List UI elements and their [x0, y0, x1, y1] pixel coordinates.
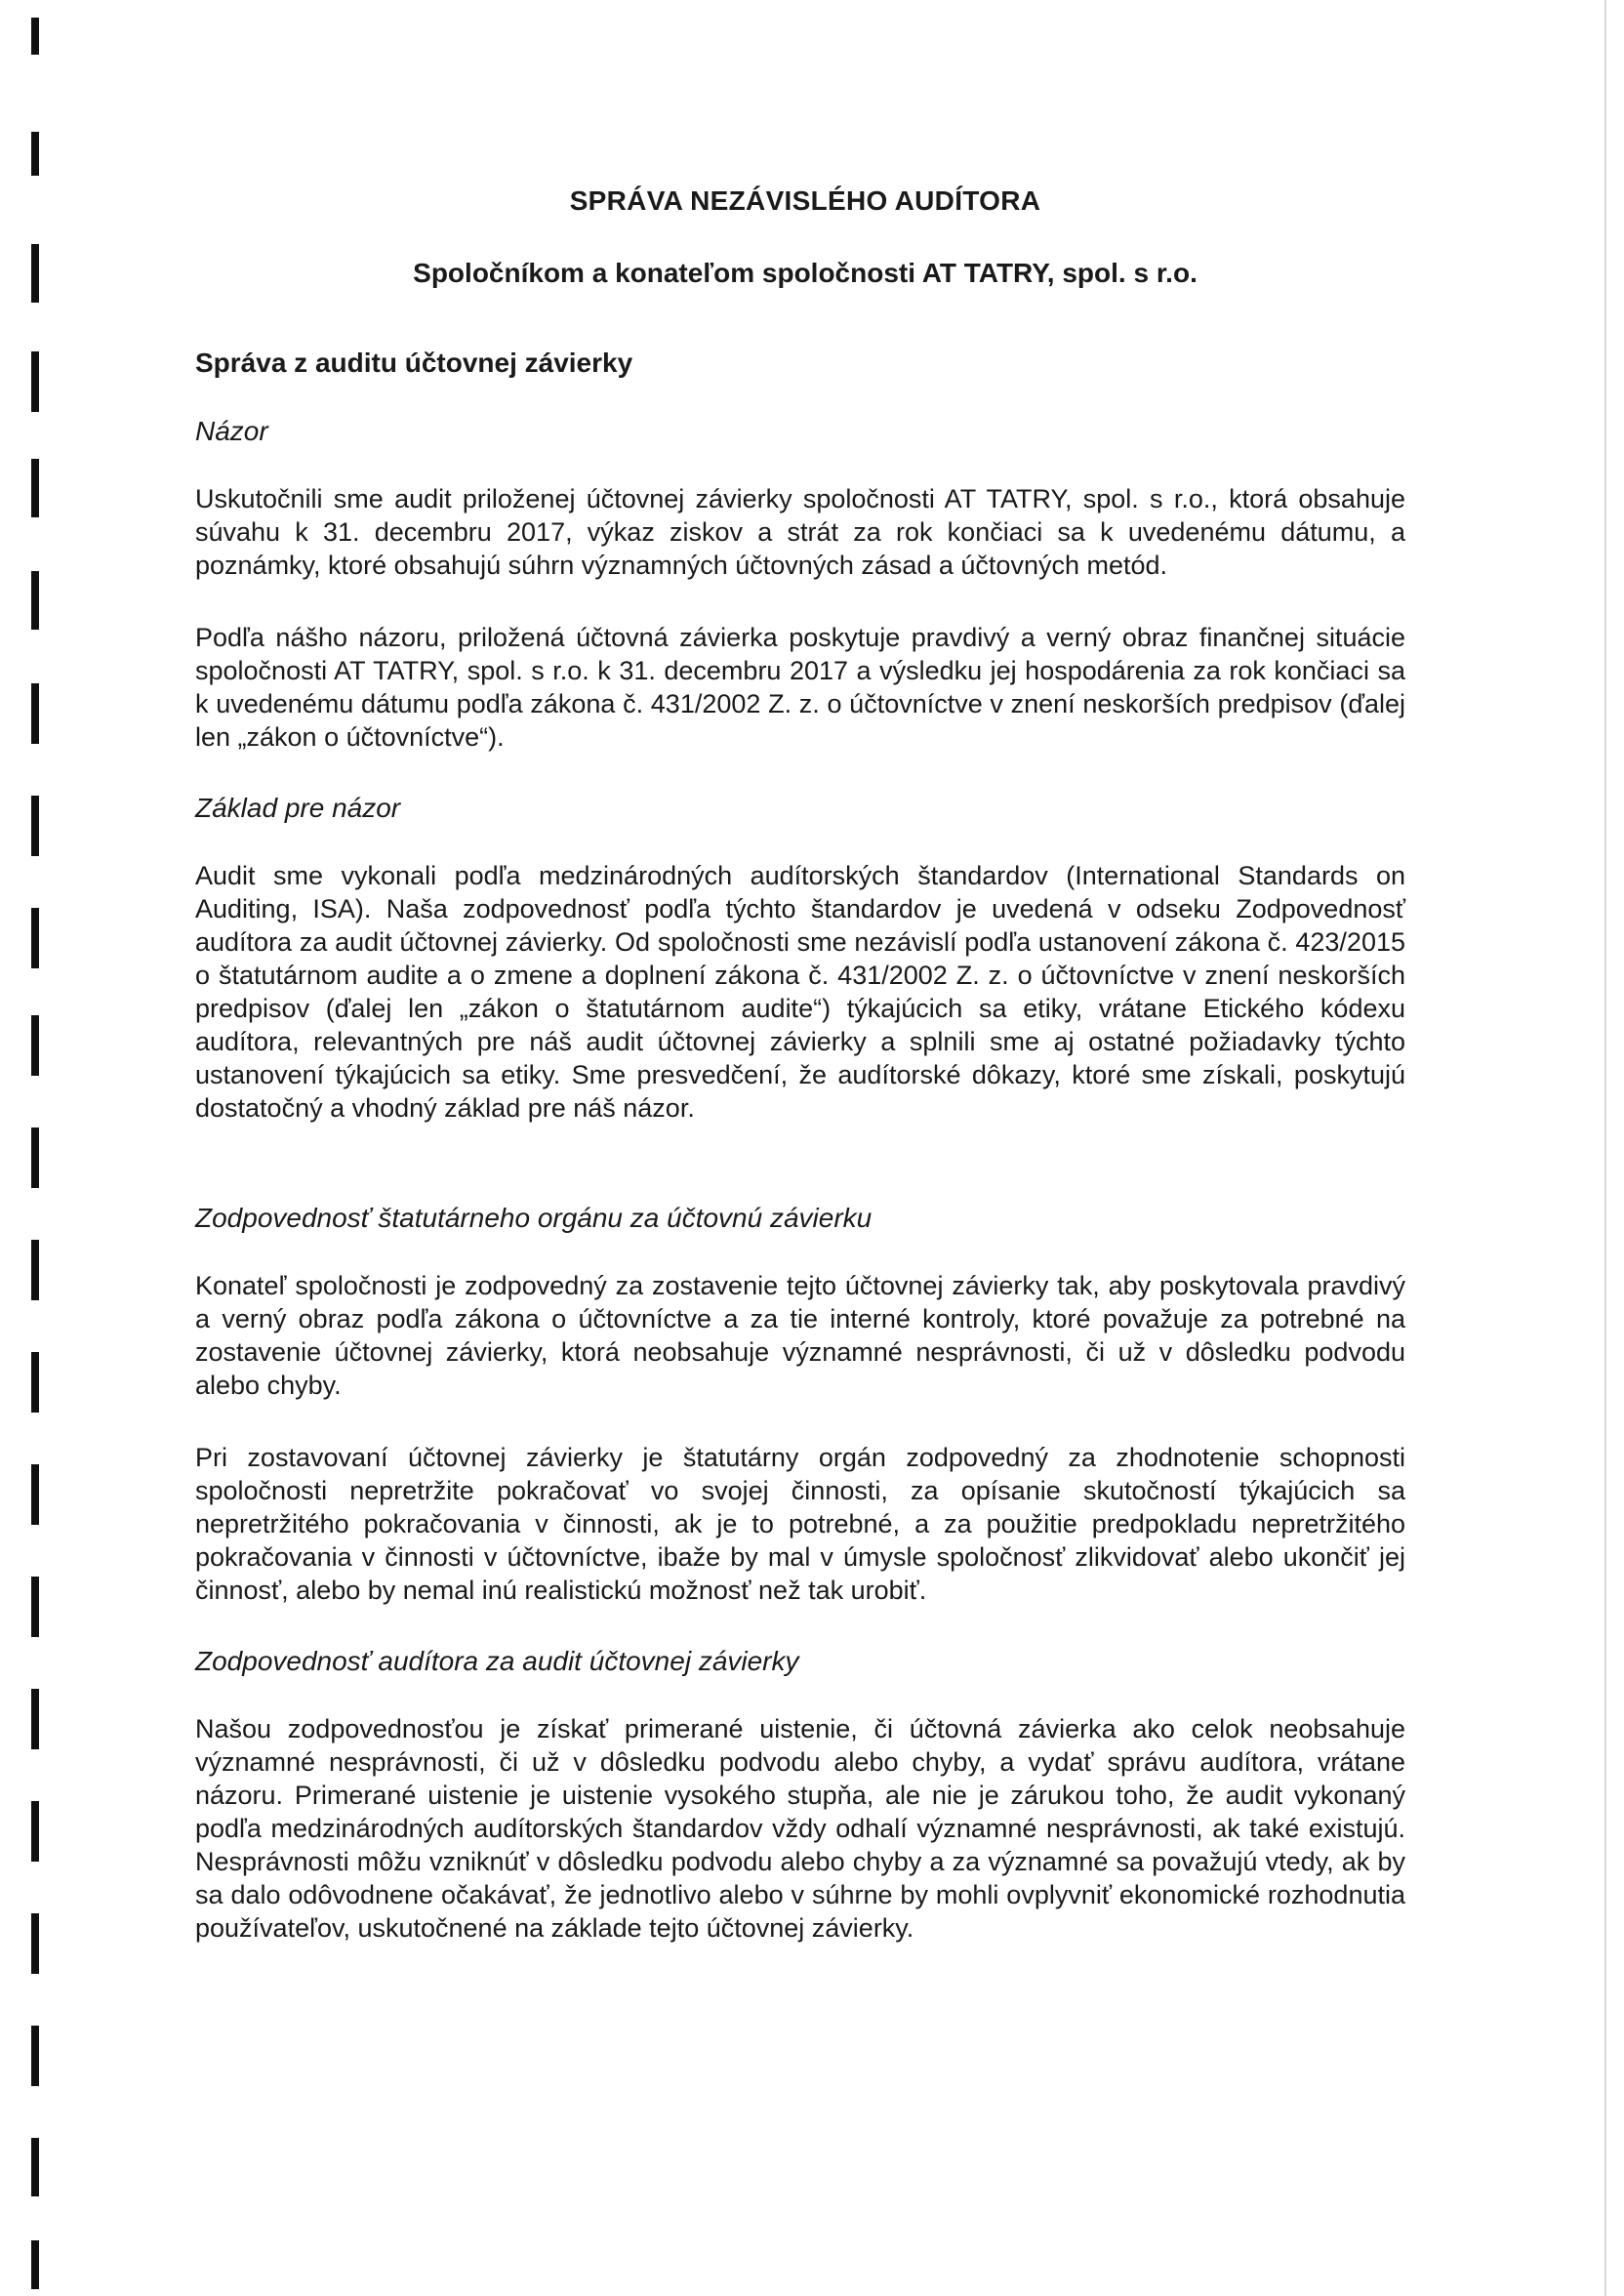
paragraph: Uskutočnili sme audit priloženej účtovnej závierky spoločnosti AT TATRY, spol. s r.o., ktorá obsahuje súvahu k 31. decembru 2017, výkaz ziskov a strát za rok končiaci sa k uvedenému dátumu, a poznámky, ktoré obsahujú súhrn významných účtovných zásad a účtovných metód.	[195, 484, 1405, 580]
sub-heading-opinion: Názor	[195, 416, 268, 446]
section-heading: Správa z auditu účtovnej závierky	[195, 348, 633, 378]
paragraph: Podľa nášho názoru, priložená účtovná závierka poskytuje pravdivý a verný obraz finančnej situácie spoločnosti AT TATRY, spol. s r.o. k 31. decembru 2017 a výsledku jej hospodárenia za rok končiaci sa k uvedenému dátumu podľa zákona č. 431/2002 Z. z. o účtovníctve v znení neskorších predpisov (ďalej len „zákon o účtovníctve“).	[195, 623, 1405, 752]
document-title: SPRÁVA NEZÁVISLÉHO AUDÍTORA	[569, 185, 1041, 216]
binder-mark	[31, 1464, 39, 1525]
sub-heading-auditor: Zodpovednosť audítora za audit účtovnej závierky	[195, 1646, 799, 1676]
binder-mark	[31, 1577, 39, 1637]
sub-heading-basis: Základ pre názor	[195, 793, 401, 823]
binder-mark	[31, 796, 39, 856]
binder-mark	[31, 18, 39, 55]
binder-mark	[31, 1801, 39, 1862]
binder-mark	[31, 132, 39, 176]
binder-mark	[31, 1352, 39, 1413]
binder-mark	[31, 1240, 39, 1300]
section-basis	[176, 793, 1435, 1125]
binder-mark	[31, 908, 39, 968]
binder-mark	[31, 2026, 39, 2086]
binder-mark	[31, 351, 39, 412]
binder-mark	[31, 683, 39, 744]
binder-mark	[31, 1015, 39, 1076]
section-opinion	[176, 416, 1435, 754]
binder-mark	[31, 459, 39, 517]
spacer	[176, 1164, 1435, 1203]
paragraph: Pri zostavovaní účtovnej závierky je štatutárny orgán zodpovedný za zhodnotenie schopnosti spoločnosti nepretržite pokračovať vo svojej činnosti, za opísanie skutočností týkajúcich sa nepretržitého pokračovania v činnosti, ak je to potrebné, a za použitie predpokladu nepretržitého pokračovania v činnosti v účtovníctve, ibaže by mal v úmysle spoločnosť zlikvidovať alebo ukončiť jej činnosť, alebo by nemal inú realistickú možnosť než tak urobiť.	[195, 1443, 1405, 1605]
binder-mark	[31, 571, 39, 630]
section-auditor-responsibility	[176, 1646, 1435, 1945]
binder-mark	[31, 1128, 39, 1188]
binder-mark	[31, 2138, 39, 2196]
binder-mark	[31, 244, 39, 303]
section-management-responsibility	[176, 1203, 1435, 1607]
paragraph: Konateľ spoločnosti je zodpovedný za zostavenie tejto účtovnej závierky tak, aby poskytovala pravdivý a verný obraz podľa zákona o účtovníctve a za tie interné kontroly, ktoré považuje za potrebné na zostavenie účtovnej závierky, ktorá neobsahuje významné nesprávnosti, či už v dôsledku podvodu alebo chyby.	[195, 1271, 1405, 1400]
binder-mark	[31, 1689, 39, 1749]
paragraph: Audit sme vykonali podľa medzinárodných audítorských štandardov (International Standards on Auditing, ISA). Naša zodpovednosť podľa týchto štandardov je uvedená v odseku Zodpovednosť audítora za audit účtovnej závierky. Od spoločnosti sme nezávislí podľa ustanovení zákona č. 423/2015 o štatutárnom audite a o zmene a doplnení zákona č. 431/2002 Z. z. o účtovníctve v znení neskorších predpisov (ďalej len „zákon o štatutárnom audite“) týkajúcich sa etiky, vrátane Etického kódexu audítora, relevantných pre náš audit účtovnej závierky a splnili sme aj ostatné požiadavky týchto ustanovení týkajúcich sa etiky. Sme presvedčení, že audítorské dôkazy, ktoré sme získali, poskytujú dostatočný a vhodný základ pre náš názor.	[195, 861, 1405, 1123]
document-subtitle: Spoločníkom a konateľom spoločnosti AT TATRY, spol. s r.o.	[413, 258, 1198, 288]
binder-mark	[31, 1913, 39, 1974]
page-edge	[1604, 0, 1606, 2296]
document-page	[176, 185, 1435, 1984]
sub-heading-management: Zodpovednosť štatutárneho orgánu za účtovnú závierku	[195, 1203, 873, 1233]
binder-mark	[31, 2240, 39, 2289]
paragraph: Našou zodpovednosťou je získať primerané uistenie, či účtovná závierka ako celok neobsahuje významné nesprávnosti, či už v dôsledku podvodu alebo chyby, a vydať správu audítora, vrátane názoru. Primerané uistenie je uistenie vysokého stupňa, ale nie je zárukou toho, že audit vykonaný podľa medzinárodných audítorských štandardov vždy odhalí významné nesprávnosti, ak také existujú. Nesprávnosti môžu vzniknúť v dôsledku podvodu alebo chyby a za významné sa považujú vtedy, ak by sa dalo odôvodnene očakávať, že jednotlivo alebo v súhrne by mohli ovplyvniť ekonomické rozhodnutia používateľov, uskutočnené na základe tejto účtovnej závierky.	[195, 1714, 1405, 1943]
